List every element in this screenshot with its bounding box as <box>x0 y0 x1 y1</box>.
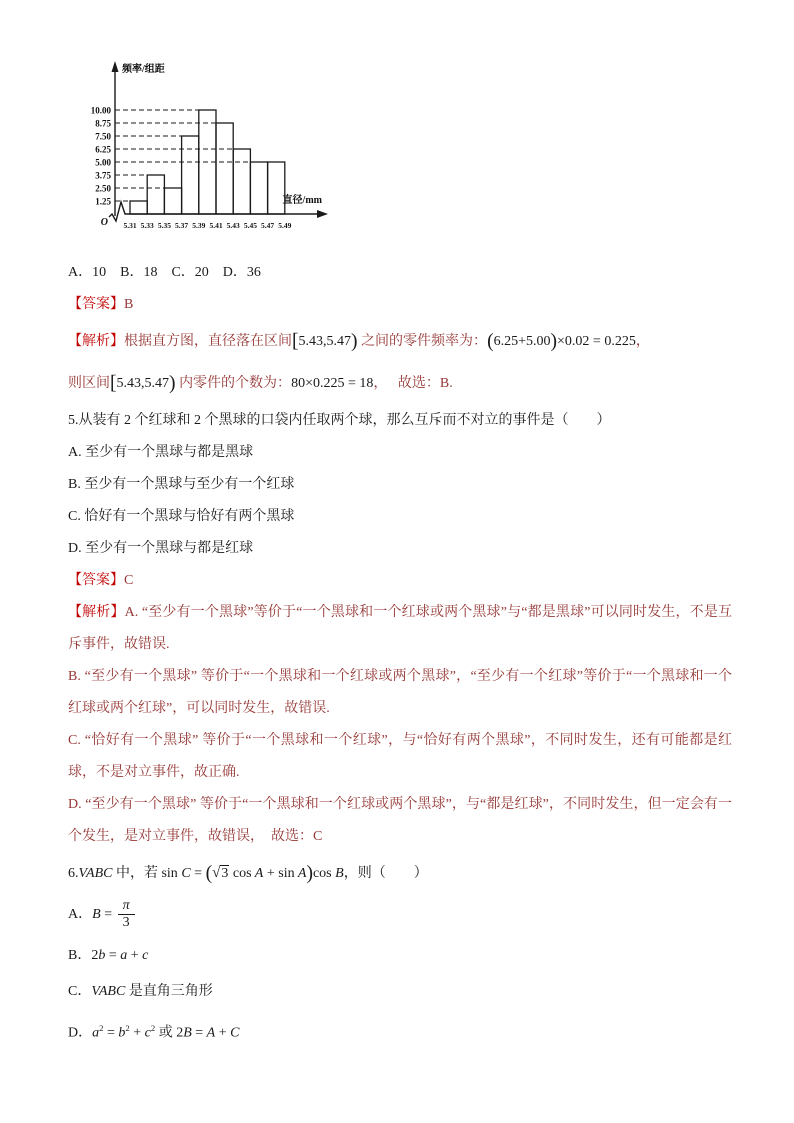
text-segment: 之间的零件频率为： <box>357 334 488 350</box>
text-segment: 中，若 <box>112 866 162 882</box>
histogram-bar <box>147 175 164 214</box>
q5-option-b <box>68 469 732 501</box>
histogram-figure <box>70 56 732 253</box>
q5-analysis-para-c <box>68 725 732 789</box>
text-segment: + <box>129 1025 145 1041</box>
text-segment: b <box>118 1025 126 1041</box>
text-segment: ) <box>550 331 558 352</box>
x-tick-label: 5.45 <box>243 221 257 230</box>
histogram-bar <box>268 162 285 214</box>
q4-answer-line <box>68 289 732 321</box>
x-tick-label: 5.39 <box>192 221 206 230</box>
y-tick-label: 8.75 <box>95 118 111 129</box>
text-segment: ) <box>306 863 313 885</box>
text-segment: a <box>120 948 128 964</box>
text-segment: B． <box>68 948 92 964</box>
text-segment: A． <box>68 907 93 923</box>
text-segment: A. 至少有一个黑球与都是黑球 <box>68 445 254 461</box>
text-segment: VABC <box>78 866 113 882</box>
histogram-bar <box>182 136 199 214</box>
text-segment: C. “恰好有一个黑球” 等价于“一个黑球和一个红球”，与“恰好有两个黑球”，不同时发生，还有可能都是红球，不是对立事件，故正确. <box>68 733 732 781</box>
text-segment: 6. <box>68 866 79 882</box>
y-tick-label: 6.25 <box>95 144 111 155</box>
y-tick-label: 3.75 <box>95 170 111 181</box>
text-segment: 内零件的个数为： <box>175 376 292 392</box>
q5-analysis-para-b <box>68 661 732 725</box>
histogram-bar <box>216 123 233 214</box>
text-segment: = <box>190 866 206 882</box>
y-tick-label: 1.25 <box>95 196 111 207</box>
q5-option-d <box>68 533 732 565</box>
text-segment: A. “至少有一个黑球”等价于“一个黑球和一个红球或两个黑球”与“都是黑球”可以同时发生，不是互斥事件，故错误. <box>68 605 732 653</box>
text-segment: C． <box>68 984 92 1000</box>
text-segment: D. “至少有一个黑球” 等价于“一个黑球和一个红球或两个黑球”，与“都是红球”，不同时发生，但一定会有一个发生，是对立事件，故错误， 故选：C <box>68 797 732 845</box>
question-6-block <box>68 855 732 1052</box>
text-segment: 【答案】 <box>68 573 124 589</box>
x-tick-label: 5.33 <box>140 221 154 230</box>
text-segment: cos <box>229 866 252 882</box>
q4-options-line <box>68 257 732 289</box>
text-segment: 则区间 <box>68 376 110 392</box>
frequency-histogram-chart <box>70 56 370 248</box>
text-segment: + <box>215 1025 231 1041</box>
q6-option-a <box>68 892 732 938</box>
text-segment: ) <box>351 331 358 352</box>
text-segment: 2 <box>176 1025 184 1041</box>
q5-answer-line <box>68 565 732 597</box>
q5-option-a <box>68 437 732 469</box>
x-tick-label: 5.43 <box>226 221 240 230</box>
text-segment: ( <box>205 863 213 885</box>
text-segment: = <box>105 948 121 964</box>
text-segment: 80×0.225 = 18 <box>291 376 374 392</box>
q6-option-d <box>68 1010 732 1052</box>
question-4-block <box>68 257 732 405</box>
x-axis-title: 直径/mm <box>282 195 322 206</box>
text-segment: b <box>98 948 106 964</box>
text-segment: 2 <box>125 1023 130 1034</box>
histogram-bar <box>250 162 267 214</box>
q5-analysis-para-d <box>68 789 732 853</box>
text-segment: sin <box>278 866 295 882</box>
y-tick-label: 7.50 <box>95 131 111 142</box>
text-segment: A <box>294 866 307 882</box>
text-segment: [ <box>292 331 299 352</box>
text-segment: + <box>127 948 143 964</box>
y-tick-label: 2.50 <box>95 183 111 194</box>
text-segment: C <box>177 866 191 882</box>
x-tick-label: 5.49 <box>278 221 292 230</box>
text-segment: + <box>263 866 279 882</box>
q4-analysis-line-1 <box>68 321 732 363</box>
text-segment: c <box>142 948 149 964</box>
text-segment: VABC <box>91 984 126 1000</box>
text-segment: ， <box>635 334 650 350</box>
text-segment: [ <box>110 373 117 395</box>
text-segment: 【解析】 <box>68 605 125 621</box>
text-segment: A <box>206 1025 216 1041</box>
text-segment: B. “至少有一个黑球” 等价于“一个黑球和一个红球或两个黑球”，“至少有一个红球”等价于“一个黑球和一个红球或两个红球”，可以同时发生，故错误. <box>68 669 732 717</box>
text-segment: 5.43,5.47 <box>116 376 170 392</box>
histogram-bar <box>130 201 147 214</box>
text-segment: C. 恰好有一个黑球与恰好有两个黑球 <box>68 509 295 525</box>
text-segment: sin <box>161 866 178 882</box>
text-segment: B <box>331 866 344 882</box>
text-segment: ，则（ ） <box>343 866 428 882</box>
text-segment: B <box>183 1025 192 1041</box>
y-tick-label: 5.00 <box>95 157 111 168</box>
text-segment: cos <box>312 866 332 882</box>
text-segment: C <box>124 573 134 589</box>
q5-analysis-para-a <box>68 597 732 661</box>
square-root: √3 <box>212 865 229 882</box>
q5-question <box>68 405 732 437</box>
text-segment: 5.43,5.47 <box>298 334 352 350</box>
text-segment: D． <box>68 1025 93 1041</box>
text-segment: 2 <box>150 1023 156 1034</box>
y-tick-label: 10.00 <box>90 105 111 116</box>
text-segment: 5.从装有 2 个红球和 2 个黑球的口袋内任取两个球，那么互斥而不对立的事件是（ ） <box>68 413 611 429</box>
histogram-bar <box>233 149 250 214</box>
text-segment: 2 <box>99 1023 104 1034</box>
document-content <box>68 56 732 1052</box>
x-tick-label: 5.47 <box>261 221 275 230</box>
text-segment: a <box>92 1025 100 1041</box>
text-segment: B <box>124 297 134 312</box>
x-tick-label: 5.41 <box>209 221 223 230</box>
text-segment: 2 <box>91 948 99 964</box>
q6-option-c <box>68 974 732 1010</box>
text-segment: = <box>103 1025 119 1041</box>
text-segment: 【答案】 <box>68 297 124 312</box>
q4-analysis-line-2 <box>68 363 732 405</box>
text-segment: A．10 B．18 C．20 D．36 <box>68 265 261 280</box>
q6-question <box>68 855 732 892</box>
x-tick-label: 5.31 <box>123 221 137 230</box>
text-segment: 【解析】 <box>68 334 124 350</box>
text-segment: 根据直方图，直径落在区间 <box>124 334 292 350</box>
histogram-bar <box>164 188 181 214</box>
text-segment: c <box>144 1025 151 1041</box>
origin-label: O <box>100 217 108 228</box>
text-segment: 6.25+5.00 <box>493 334 551 350</box>
text-segment: = <box>100 907 116 923</box>
x-tick-label: 5.37 <box>175 221 189 230</box>
text-segment: B <box>92 907 101 923</box>
text-segment: ( <box>487 331 494 352</box>
x-tick-label: 5.35 <box>157 221 171 230</box>
text-segment: C <box>230 1025 240 1041</box>
text-segment: ) <box>169 373 176 395</box>
text-segment: D. 至少有一个黑球与都是红球 <box>68 541 254 557</box>
text-segment: ， 故选：B. <box>373 376 453 392</box>
text-segment: 是直角三角形 <box>125 984 213 1000</box>
text-segment: B. 至少有一个黑球与至少有一个红球 <box>68 477 295 493</box>
q5-option-c <box>68 501 732 533</box>
y-axis-title: 频率/组距 <box>122 64 165 75</box>
text-segment: = <box>191 1025 207 1041</box>
text-segment: A <box>251 866 264 882</box>
y-axis-arrow <box>112 61 119 72</box>
x-axis-arrow <box>317 210 328 218</box>
question-5-block <box>68 405 732 853</box>
text-segment: ×0.02 = 0.225 <box>557 334 636 350</box>
text-segment: 或 <box>155 1025 177 1041</box>
q6-option-b <box>68 938 732 974</box>
fraction: $\frac{\pi}{3}$ <box>118 898 135 931</box>
